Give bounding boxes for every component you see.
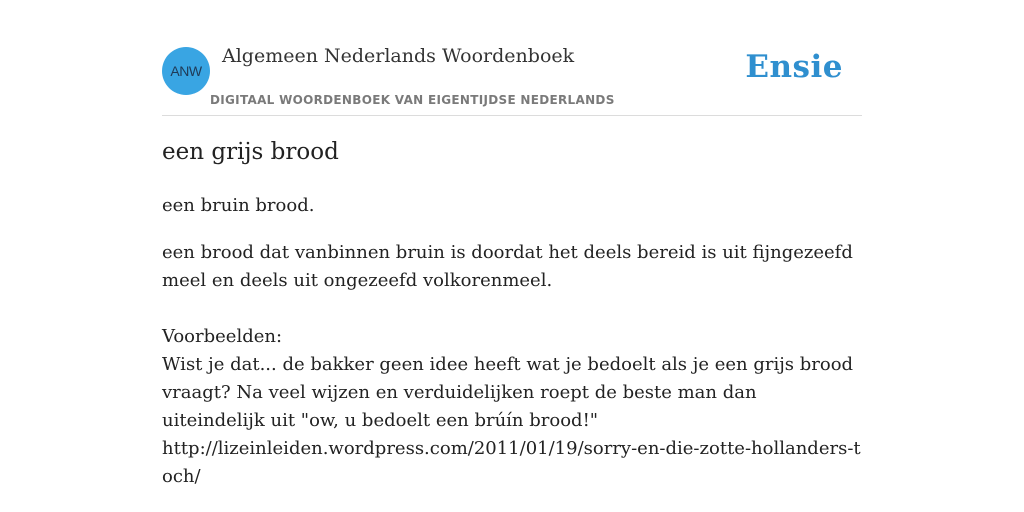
definition-text: een brood dat vanbinnen bruin is doordat het deels bereid is uit fijngezeefd meel en deels uit ongezeefd volkorenmeel. (162, 242, 853, 291)
anw-logo[interactable] (162, 47, 210, 95)
logo-text: ANW (170, 63, 202, 79)
dictionary-subtitle: DIGITAAL WOORDENBOEK VAN EIGENTIJDSE NEDERLANDS (210, 93, 615, 107)
page-title: een grijs brood (162, 139, 339, 165)
ensie-logo[interactable]: Ensie (745, 49, 843, 85)
example-text: Wist je dat... de bakker geen idee heeft wat je bedoelt als je een grijs brood vraagt? Na veel wijzen en verduidelijken roept de beste man dan uiteindelijk uit "ow, u bedoelt een brúín brood!" (162, 354, 854, 431)
example-source-link[interactable]: http://lizeinleiden.wordpress.com/2011/01/19/sorry-en-die-zotte-hollanders-toch/ (162, 438, 861, 487)
header-divider (162, 115, 862, 116)
examples-label: Voorbeelden: (162, 326, 283, 347)
examples-section (162, 323, 862, 491)
dictionary-name[interactable]: Algemeen Nederlands Woordenboek (222, 45, 575, 67)
synonym-text: een bruin brood. (162, 195, 315, 216)
